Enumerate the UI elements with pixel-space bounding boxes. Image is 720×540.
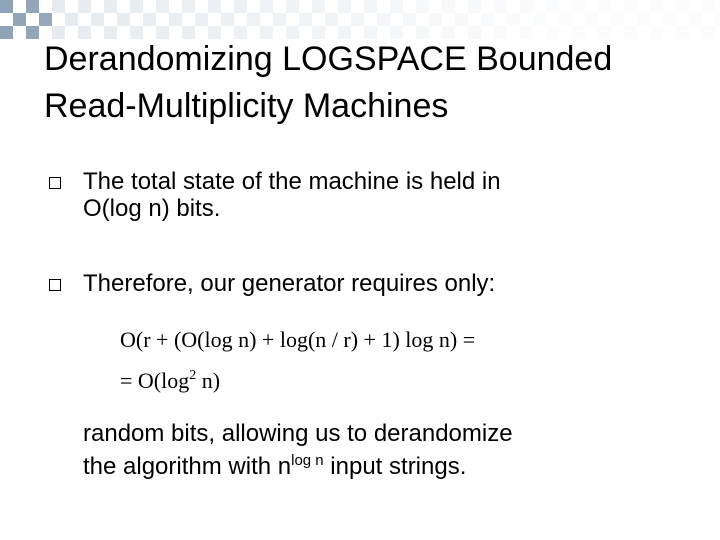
checker-square [26,0,39,13]
checker-square [559,13,572,26]
bullet-1-line-2: O(log n) bits. [83,195,221,222]
checker-square [702,0,715,13]
decorative-checker-pattern [0,0,720,40]
checker-square [546,0,559,13]
checker-square [351,13,364,26]
checker-square [481,13,494,26]
checker-square [91,13,104,26]
formula-line-2: = $O(\log^2$ n) [120,368,221,393]
checker-square [325,13,338,26]
bullet-text-1 [83,168,693,222]
checker-square [598,0,611,13]
checker-square [182,0,195,13]
checker-square [429,13,442,26]
trailing-line-2: the algorithm with $n^{log n}$ input strings. [83,452,467,480]
checker-square [442,0,455,13]
checker-square [533,13,546,26]
checker-square [52,0,65,13]
checker-square [312,0,325,13]
checker-square [169,13,182,26]
checker-square [637,13,650,26]
checker-square [455,13,468,26]
checker-square [403,13,416,26]
trailing-line-1: random bits, allowing us to derandomize [83,420,513,447]
checker-square [468,0,481,13]
checker-square [689,13,702,26]
checker-square [624,0,637,13]
slide-title [44,36,720,130]
trailing-text [83,420,703,480]
square-bullet-icon [49,279,61,291]
bullet-2-line-1: Therefore, our generator requires only: [83,270,496,297]
checker-square [676,0,689,13]
checker-square [78,0,91,13]
checker-square [39,13,52,26]
checker-square [650,0,663,13]
checker-square [299,13,312,26]
checker-square [208,0,221,13]
checker-square [195,13,208,26]
checker-square [273,13,286,26]
checker-square [390,0,403,13]
checker-square [0,0,13,13]
checker-square [104,0,117,13]
checker-square [520,0,533,13]
bullet-text-2 [83,270,693,297]
checker-square [260,0,273,13]
bullet-1-line-1: The total state of the machine is held in [83,168,501,195]
checker-square [338,0,351,13]
checker-square [26,26,39,39]
checker-square [234,0,247,13]
slide-title-line-1: Derandomizing LOGSPACE Bounded [44,40,613,78]
checker-square [585,13,598,26]
checker-square [663,13,676,26]
checker-square [286,0,299,13]
checker-square [130,0,143,13]
checker-square [377,13,390,26]
checker-square [143,13,156,26]
checker-square [611,13,624,26]
slide-title-line-2: Read-Multiplicity Machines [44,87,449,125]
checker-square [364,0,377,13]
checker-square [247,13,260,26]
checker-square [156,0,169,13]
checker-square [494,0,507,13]
checker-square [13,13,26,26]
checker-square [715,13,720,26]
checker-square [0,26,13,39]
formula-line-1: O(r + (O(log n) + log(n / r) + 1) log n) = [120,327,476,352]
checker-square [572,0,585,13]
checker-square [507,13,520,26]
checker-square [221,13,234,26]
checker-square [117,13,130,26]
checker-square [416,0,429,13]
square-bullet-icon [49,177,61,189]
checker-square [65,13,78,26]
